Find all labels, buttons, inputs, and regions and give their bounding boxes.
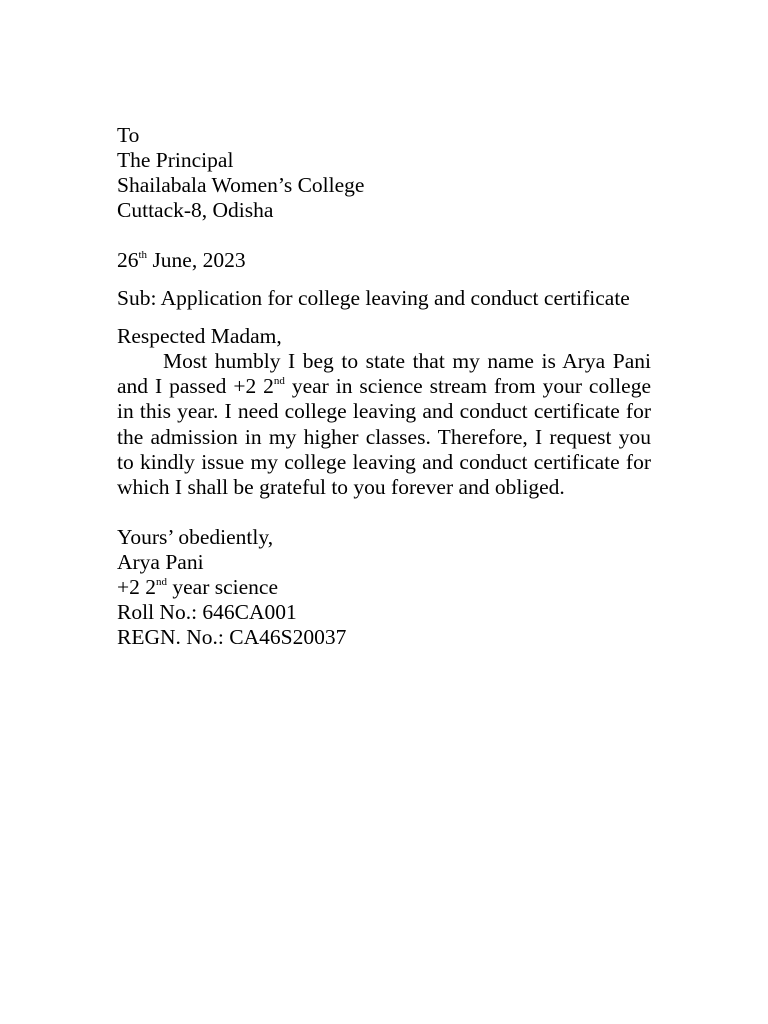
spacer	[117, 500, 651, 525]
spacer	[117, 223, 651, 248]
address-college: Shailabala Women’s College	[117, 173, 365, 197]
letter-date	[117, 248, 651, 273]
date-day: 26	[117, 248, 139, 272]
class-superscript: nd	[156, 576, 168, 589]
date-day-suffix: th	[138, 249, 148, 261]
body-text-part1: Most humbly I beg to state that my name is Arya Pani and I passed +2 2	[117, 349, 651, 399]
body-superscript: nd	[273, 375, 285, 388]
salutation: Respected Madam,	[117, 324, 282, 348]
subject-line: Sub: Application for college leaving and conduct certificate	[117, 286, 630, 310]
body-text-part2: year in science stream from your college in this year. I need college leaving and conduct certificate for the admission in my higher classes. Therefore, I request you to kindly issue my college leaving and conduct certificate for which I shall be grateful to you forever and obliged.	[117, 374, 651, 500]
address-recipient: The Principal	[117, 148, 234, 172]
spacer	[117, 273, 651, 285]
date-rest: June, 2023	[147, 248, 246, 272]
closing-class	[117, 575, 651, 600]
closing-name: Arya Pani	[117, 550, 204, 575]
address-to: To	[117, 123, 140, 147]
address-city: Cuttack-8, Odisha	[117, 198, 274, 222]
body-paragraph	[117, 349, 651, 500]
letter-page	[117, 123, 651, 650]
closing-signoff: Yours’ obediently,	[117, 525, 274, 550]
closing-roll-number: Roll No.: 646CA001	[117, 600, 297, 625]
spacer	[117, 312, 651, 324]
class-prefix: +2 2	[117, 575, 157, 600]
class-suffix: year science	[167, 575, 279, 600]
closing-registration-number: REGN. No.: CA46S20037	[117, 625, 347, 650]
